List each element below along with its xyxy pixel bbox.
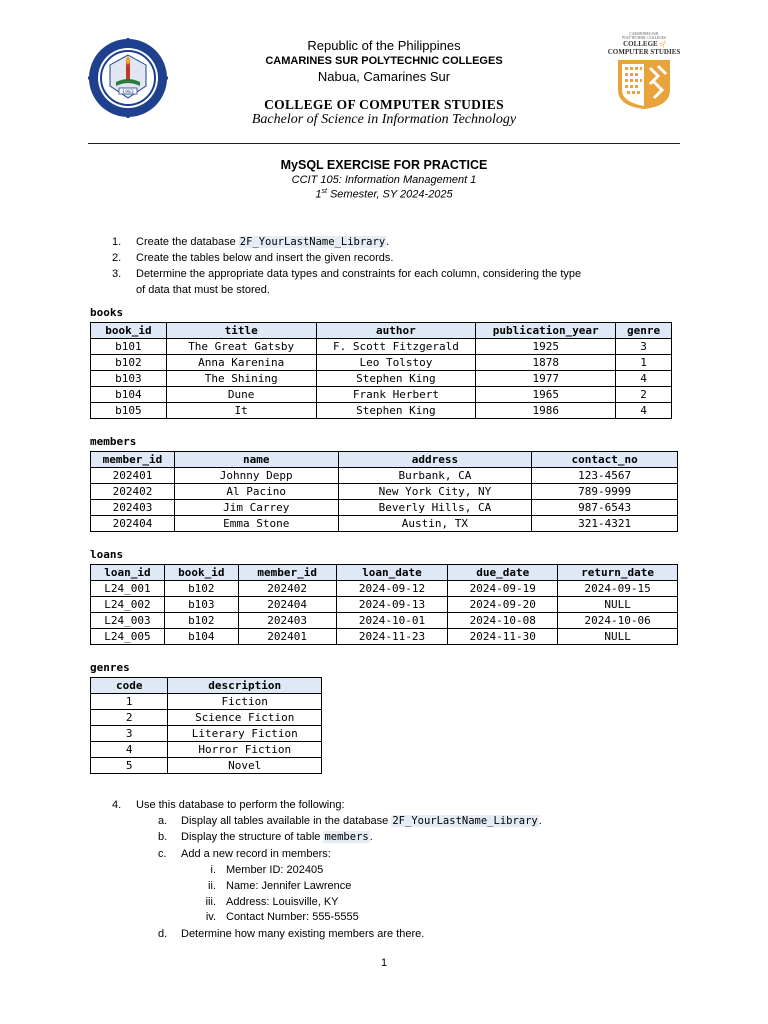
sub-ii: Name: Jennifer Lawrence <box>226 880 352 892</box>
col-return-date: return_date <box>558 565 678 581</box>
program-name: Bachelor of Science in Information Technology <box>251 112 517 127</box>
table-row: b102 Anna Karenina Leo Tolstoy 1878 1 <box>91 355 672 371</box>
task-d: Determine how many existing members are there. <box>181 928 425 940</box>
semester-line: 1st Semester, SY 2024-2025 <box>315 188 453 201</box>
instruction-1-num: 1. <box>112 236 122 248</box>
col-publication-year: publication_year <box>476 323 616 339</box>
genres-table-name: genres <box>90 661 130 674</box>
header-divider <box>88 143 680 144</box>
table-row: L24_005 b104 202401 2024-11-23 2024-11-30 NULL <box>91 629 678 645</box>
logo-college: COLLEGE <box>623 40 658 48</box>
country-line: Republic of the Philippines <box>307 38 461 53</box>
col-member-id: member_id <box>91 452 175 468</box>
table-row: 202403 Jim Carrey Beverly Hills, CA 987-6543 <box>91 500 678 516</box>
task-c: Add a new record in members: <box>181 848 331 860</box>
col-author: author <box>316 323 476 339</box>
col-due-date: due_date <box>448 565 558 581</box>
col-code: code <box>91 678 168 694</box>
instruction-3-cont: of data that must be stored. <box>136 284 270 296</box>
col-genre: genre <box>616 323 672 339</box>
task-b: Display the structure of table members. <box>181 831 373 843</box>
logo-studies: COMPUTER STUDIES <box>607 48 681 56</box>
sub-ii-num: ii. <box>208 880 216 892</box>
table-row: b104 Dune Frank Herbert 1965 2 <box>91 387 672 403</box>
sub-iii: Address: Louisville, KY <box>226 896 339 908</box>
table-row: b101 The Great Gatsby F. Scott Fitzgerald 1925 3 <box>91 339 672 355</box>
table-row: 5 Novel <box>91 758 322 774</box>
col-loan-id: loan_id <box>91 565 165 581</box>
college-logo <box>596 32 692 114</box>
table-row: L24_003 b102 202403 2024-10-01 2024-10-08 2024-10-06 <box>91 613 678 629</box>
instruction-3: Determine the appropriate data types and constraints for each column, considering the type <box>136 268 582 280</box>
col-book-id: book_id <box>91 323 167 339</box>
table-row: 202404 Emma Stone Austin, TX 321-4321 <box>91 516 678 532</box>
sub-i: Member ID: 202405 <box>226 864 324 876</box>
table-row: L24_001 b102 202402 2024-09-12 2024-09-19 2024-09-15 <box>91 581 678 597</box>
table-row: 202401 Johnny Depp Burbank, CA 123-4567 <box>91 468 678 484</box>
loans-table <box>90 564 678 645</box>
task-4-intro: Use this database to perform the following: <box>136 799 345 811</box>
col-description: description <box>168 678 322 694</box>
instruction-2: Create the tables below and insert the given records. <box>136 252 394 264</box>
members-table <box>90 451 678 532</box>
task-d-num: d. <box>158 928 168 940</box>
seal-year: 1983 <box>122 90 134 95</box>
instruction-3-num: 3. <box>112 268 122 280</box>
col-loan-date: loan_date <box>336 565 448 581</box>
loans-header-row <box>91 565 678 581</box>
circuit-logo-icon <box>596 56 692 110</box>
task-a-num: a. <box>158 815 168 827</box>
page-number: 1 <box>380 957 388 969</box>
table-row: 3 Literary Fiction <box>91 726 322 742</box>
loans-table-name: loans <box>90 548 124 561</box>
database-name-code: 2F_YourLastName_Library <box>239 236 386 248</box>
table-row: 1 Fiction <box>91 694 322 710</box>
database-name-code: 2F_YourLastName_Library <box>392 815 538 827</box>
members-table-name: members <box>90 435 137 448</box>
table-row: b103 The Shining Stephen King 1977 4 <box>91 371 672 387</box>
col-address: address <box>338 452 532 468</box>
school-name: CAMARINES SUR POLYTECHNIC COLLEGES <box>265 55 503 67</box>
table-row: 4 Horror Fiction <box>91 742 322 758</box>
sub-iv: Contact Number: 555-5555 <box>226 911 359 923</box>
col-title: title <box>166 323 316 339</box>
exercise-title: MySQL EXERCISE FOR PRACTICE <box>280 158 488 172</box>
college-name: COLLEGE OF COMPUTER STUDIES <box>264 97 504 112</box>
instruction-2-num: 2. <box>112 252 122 264</box>
task-b-num: b. <box>158 831 168 843</box>
course-name: CCIT 105: Information Management 1 <box>291 174 477 186</box>
col-loan-book-id: book_id <box>164 565 238 581</box>
sub-iv-num: iv. <box>205 911 216 923</box>
table-row: L24_002 b103 202404 2024-09-13 2024-09-20 NULL <box>91 597 678 613</box>
logo-school-line1: CAMARINES SUR <box>629 32 659 36</box>
genres-header-row <box>91 678 322 694</box>
task-c-num: c. <box>158 848 167 860</box>
table-row: b105 It Stephen King 1986 4 <box>91 403 672 419</box>
table-row: 202402 Al Pacino New York City, NY 789-9999 <box>91 484 678 500</box>
table-row: 2 Science Fiction <box>91 710 322 726</box>
task-4-num: 4. <box>112 799 122 811</box>
school-location: Nabua, Camarines Sur <box>317 69 451 84</box>
col-name: name <box>174 452 338 468</box>
col-loan-member-id: member_id <box>238 565 336 581</box>
books-table <box>90 322 672 419</box>
logo-school-line2: POLYTECHNIC COLLEGES <box>622 36 666 40</box>
members-header-row <box>91 452 678 468</box>
col-contact-no: contact_no <box>532 452 678 468</box>
genres-table <box>90 677 322 774</box>
sub-i-num: i. <box>210 864 216 876</box>
books-table-name: books <box>90 306 124 319</box>
members-table-code: members <box>324 831 369 843</box>
books-header-row <box>91 323 672 339</box>
sub-iii-num: iii. <box>205 896 216 908</box>
instruction-1: Create the database 2F_YourLastName_Library. <box>136 236 390 248</box>
task-a: Display all tables available in the database 2F_YourLastName_Library. <box>181 815 542 827</box>
logo-of: of <box>659 40 665 48</box>
